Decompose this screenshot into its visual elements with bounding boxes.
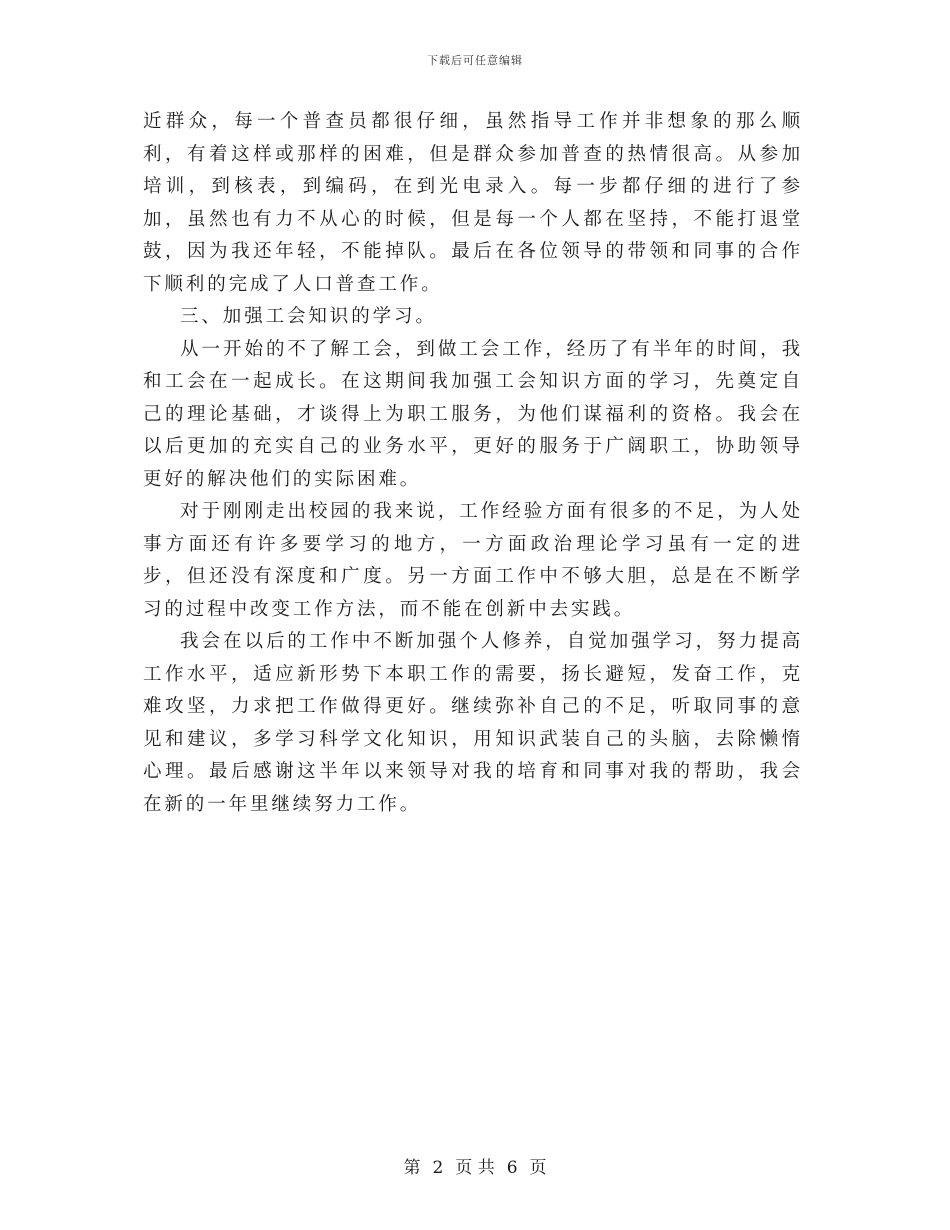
footer-suffix: 页 [529,1158,547,1178]
page-footer [0,1153,950,1178]
footer-middle: 页 共 [455,1158,495,1178]
paragraph-future-plan: 我会在以后的工作中不断加强个人修养，自觉加强学习，努力提高工作水平，适应新形势下本职工作的需要，扬长避短，发奋工作，克难攻坚，力求把工作做得更好。继续弥补自己的不足，听取同事的意见和建议，多学习科学文化知识，用知识武装自己的头脑，去除懒惰心理。最后感谢这半年以来领导对我的培育和同事对我的帮助，我会在新的一年里继续努力工作。 [143,631,803,815]
paragraph-shortcomings: 对于刚刚走出校园的我来说，工作经验方面有很多的不足，为人处事方面还有许多要学习的地方，一方面政治理论学习虽有一定的进步，但还没有深度和广度。另一方面工作中不够大胆，总是在不断学习的过程中改变工作方法，而不能在创新中去实践。 [143,501,803,620]
section-heading-3: 三、加强工会知识的学习。 [180,306,437,327]
footer-prefix: 第 [403,1158,421,1178]
page-header: 下载后可任意编辑 [427,54,523,67]
document-body [143,106,803,821]
paragraph-union-knowledge: 从一开始的不了解工会，到做工会工作，经历了有半年的时间，我和工会在一起成长。在这期间我加强工会知识方面的学习，先奠定自己的理论基础，才谈得上为职工服务，为他们谋福利的资格。我会在以后更加的充实自己的业务水平，更好的服务于广阔职工，协助领导更好的解决他们的实际困难。 [143,338,803,490]
paragraph-continuation: 近群众，每一个普查员都很仔细，虽然指导工作并非想象的那么顺利，有着这样或那样的困难，但是群众参加普查的热情很高。从参加培训，到核表，到编码，在到光电录入。每一步都仔细的进行了参加，虽然也有力不从心的时候，但是每一个人都在坚持，不能打退堂鼓，因为我还年轻，不能掉队。最后在各位领导的带领和同事的合作下顺利的完成了人口普查工作。 [143,111,803,295]
footer-page-number: 2 [432,1158,444,1178]
footer-total-pages: 6 [506,1158,518,1178]
